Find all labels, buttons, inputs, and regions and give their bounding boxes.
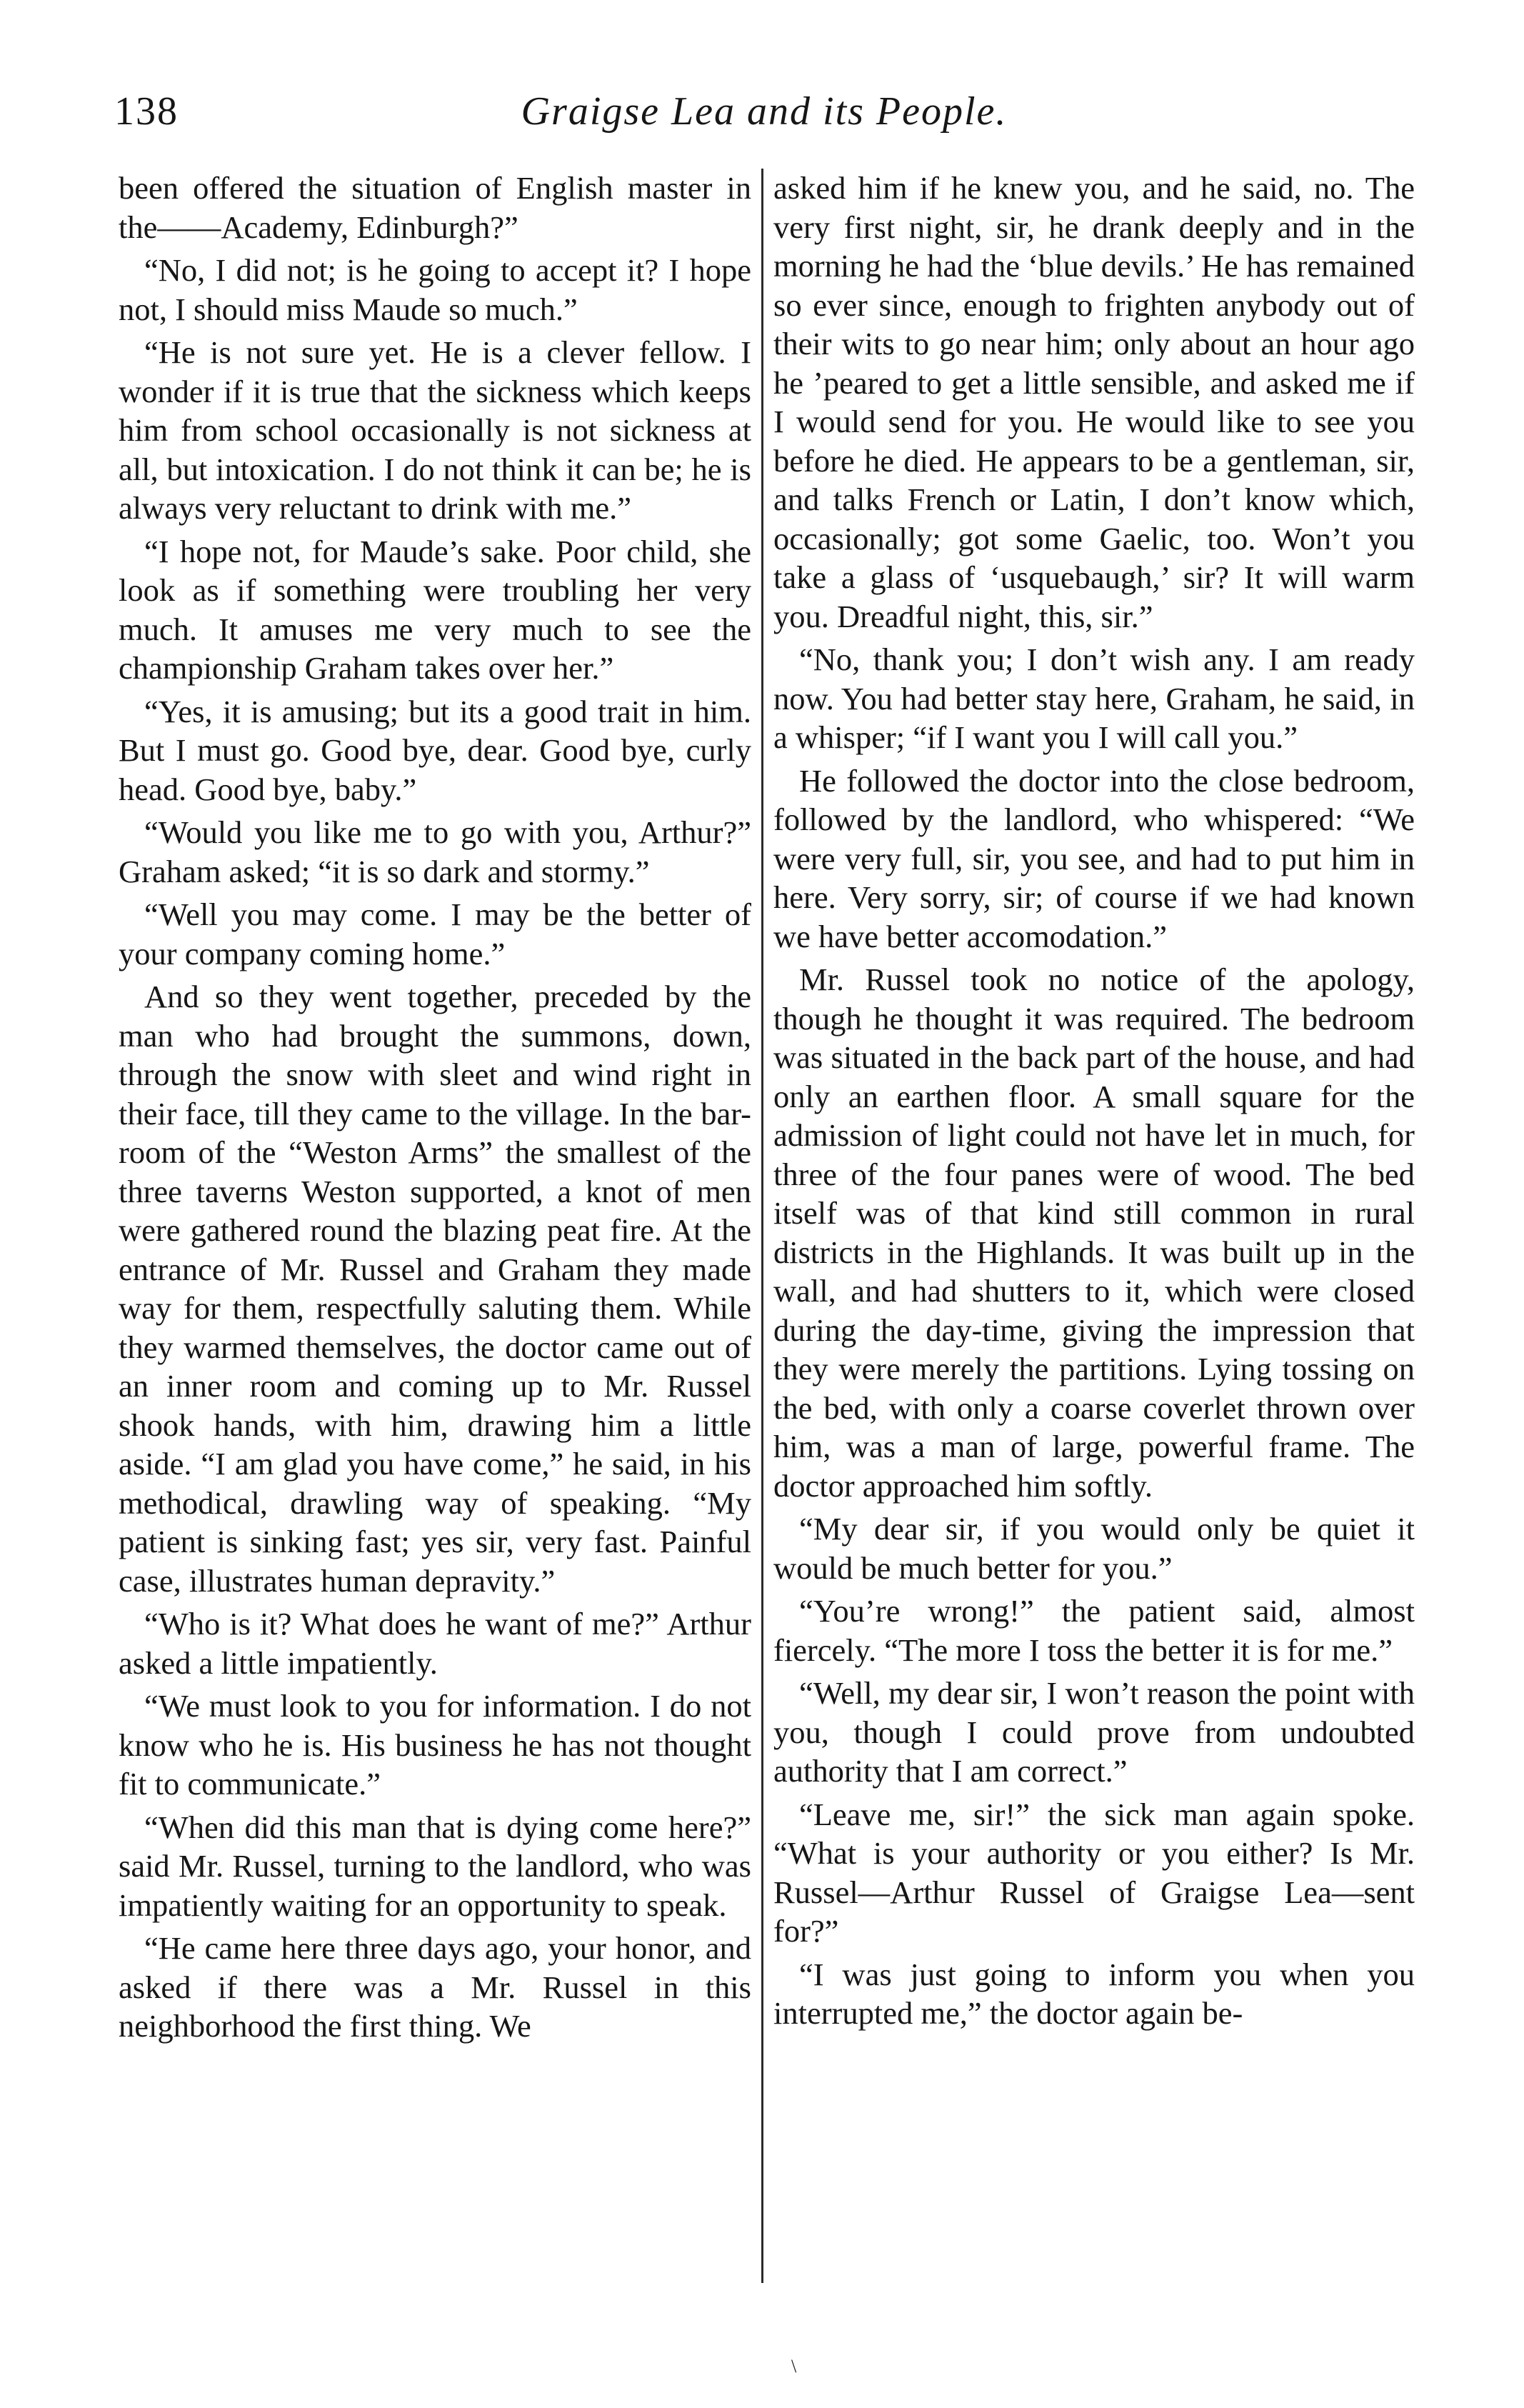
paragraph: “My dear sir, if you would only be quiet it would be much better for you.” bbox=[773, 1511, 1415, 1586]
right-column bbox=[773, 169, 1415, 2037]
paragraph: “Who is it? What does he want of me?” Arthur asked a little impatiently. bbox=[119, 1606, 751, 1681]
paragraph: “I was just going to inform you when you interrupted me,” the doctor again be- bbox=[773, 1956, 1415, 2031]
paragraph: “He is not sure yet. He is a clever fellow. I wonder if it is true that the sickness which keeps him from school occasionally is not sickness at all, but intoxication. I do not think it can be; he is always very reluctant to drink with me.” bbox=[119, 334, 751, 526]
paragraph: And so they went together, preceded by the man who had brought the summons, down, through the snow with sleet and wind right in their face, till they came to the village. In the bar-room of the “Weston Arms” the smallest of the three taverns Weston supported, a knot of men were gathered round the blazing peat fire. At the entrance of Mr. Russel and Graham they made way for them, respectfully saluting them. While they warmed themselves, the doctor came out of an inner room and coming up to Mr. Russel shook hands, with him, drawing him a little aside. “I am glad you have come,” he said, in his methodical, drawling way of speaking. “My patient is sinking fast; yes sir, very fast. Painful case, illustrates human depravity.” bbox=[119, 979, 751, 1599]
paragraph: “When did this man that is dying come here?” said Mr. Russel, turning to the landlord, who was impatiently waiting for an opportunity to speak. bbox=[119, 1809, 751, 1923]
paragraph: asked him if he knew you, and he said, no. The very first night, sir, he drank deeply and in the morning he had the ‘blue devils.’ He has remained so ever since, enough to frighten anybody out of their wits to go near him; only about an hour ago he ’peared to get a little sensible, and asked me if I would send for you. He would like to see you before he died. He appears to be a gentleman, sir, and talks French or Latin, I don’t know which, occasionally; got some Gaelic, too. Won’t you take a glass of ‘usquebaugh,’ sir? It will warm you. Dreadful night, this, sir.” bbox=[773, 170, 1415, 634]
page-number: 138 bbox=[114, 89, 179, 134]
paragraph: “Well, my dear sir, I won’t reason the point with you, though I could prove from undoubted authority that I am correct.” bbox=[773, 1675, 1415, 1789]
paragraph: “You’re wrong!” the patient said, almost fiercely. “The more I toss the better it is for me.” bbox=[773, 1593, 1415, 1668]
column-divider bbox=[761, 169, 763, 2283]
paragraph: “We must look to you for information. I do not know who he is. His business he has not thought fit to communicate.” bbox=[119, 1688, 751, 1802]
paragraph: “Well you may come. I may be the better of your company coming home.” bbox=[119, 896, 751, 971]
running-title: Graigse Lea and its People. bbox=[521, 89, 1008, 134]
paragraph: “No, thank you; I don’t wish any. I am ready now. You had better stay here, Graham, he said, in a whisper; “if I want you I will call you.” bbox=[773, 641, 1415, 755]
paragraph: been offered the situation of English master in the——Academy, Edinburgh?” bbox=[119, 170, 751, 245]
paragraph: “Leave me, sir!” the sick man again spoke. “What is your authority or you either? Is Mr. Russel—Arthur Russel of Graigse Lea—sent for?” bbox=[773, 1796, 1415, 1949]
paragraph: “Would you like me to go with you, Arthur?” Graham asked; “it is so dark and stormy.” bbox=[119, 814, 751, 889]
paragraph: Mr. Russel took no notice of the apology, though he thought it was required. The bedroom was situated in the back part of the house, and had only an earthen floor. A small square for the admission of light could not have let in much, for three of the four panes were of wood. The bed itself was of that kind still common in rural districts in the Highlands. It was built up in the wall, and had shutters to it, which were closed during the day-time, giving the impression that they were merely the partitions. Lying tossing on the bed, with only a coarse coverlet thrown over him, was a man of large, powerful frame. The doctor approached him softly. bbox=[773, 961, 1415, 1504]
paragraph: “Yes, it is amusing; but its a good trait in him. But I must go. Good bye, dear. Good bye, curly head. Good bye, baby.” bbox=[119, 693, 751, 807]
left-column bbox=[119, 169, 751, 2050]
paragraph: He followed the doctor into the close bedroom, followed by the landlord, who whispered: “We were very full, sir, you see, and had to put him in here. Very sorry, sir; of course if we had known we have better accomodation.” bbox=[773, 762, 1415, 954]
paragraph: “No, I did not; is he going to accept it? I hope not, I should miss Maude so much.” bbox=[119, 252, 751, 327]
paragraph: “I hope not, for Maude’s sake. Poor child, she look as if something were troubling her very much. It amuses me very much to see the championship Graham takes over her.” bbox=[119, 533, 751, 686]
paragraph: “He came here three days ago, your honor, and asked if there was a Mr. Russel in this neighborhood the first thing. We bbox=[119, 1930, 751, 2044]
page-mark: \ bbox=[791, 2356, 797, 2377]
